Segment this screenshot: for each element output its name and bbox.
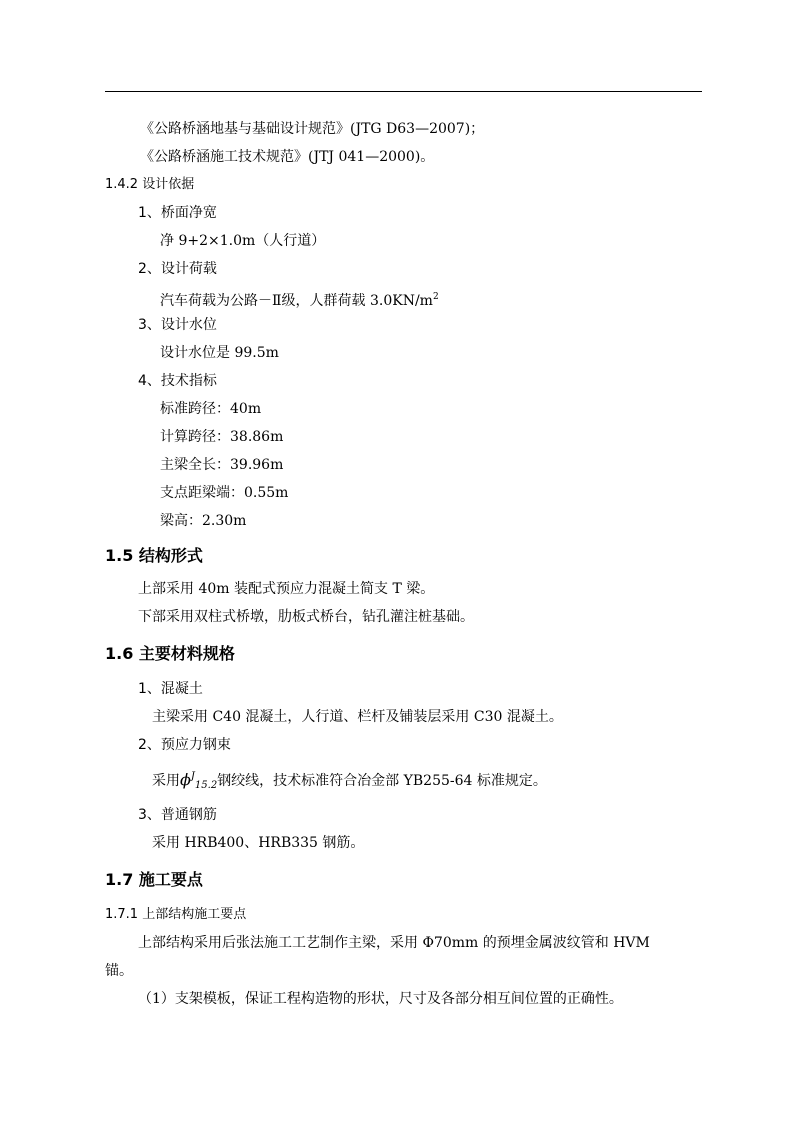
item-heading-bridge-width: 1、桥面净宽 [138, 205, 217, 221]
material-heading-rebar: 3、普通钢筋 [138, 807, 217, 823]
material-text-concrete: 主梁采用 C40 混凝土，人行道、栏杆及铺装层采用 C30 混凝土。 [152, 709, 563, 725]
item-heading-water-level: 3、设计水位 [138, 317, 217, 333]
tech-index-support-distance: 支点距梁端：0.55m [160, 485, 289, 501]
item-heading-tech-indices: 4、技术指标 [138, 373, 217, 389]
design-load-text: 汽车荷载为公路－Ⅱ级，人群荷载 3.0KN/m [160, 293, 433, 309]
construction-paragraph-2: （1）支架模板，保证工程构造物的形状，尺寸及各部分相互间位置的正确性。 [138, 991, 623, 1007]
superscript-j: J [190, 771, 195, 782]
construction-paragraph-1: 上部结构采用后张法施工工艺制作主梁，采用 Φ70mm 的预埋金属波纹管和 HVM [138, 935, 650, 951]
structure-text-upper: 上部采用 40m 装配式预应力混凝土简支 T 梁。 [138, 581, 435, 597]
superscript-2: 2 [432, 292, 439, 302]
header-rule [105, 91, 702, 92]
phi-symbol: ϕ [180, 770, 191, 789]
tech-index-beam-height: 梁高：2.30m [160, 513, 247, 529]
construction-paragraph-1-cont: 锚。 [105, 963, 133, 979]
material-text-prestress [152, 768, 547, 795]
structure-text-lower: 下部采用双柱式桥墩，肋板式桥台，钻孔灌注桩基础。 [138, 609, 474, 625]
prestress-pre: 采用 [152, 773, 180, 789]
item-heading-design-load: 2、设计荷载 [138, 261, 217, 277]
subsection-heading-1-7-1: 1.7.1 上部结构施工要点 [105, 907, 247, 922]
reference-line-1: 《公路桥涵地基与基础设计规范》(JTG D63—2007)； [140, 121, 485, 137]
tech-index-calc-span: 计算跨径：38.86m [160, 429, 284, 445]
prestress-post: 钢绞线，技术标准符合冶金部 YB255-64 标准规定。 [217, 773, 547, 789]
item-text-water-level: 设计水位是 99.5m [160, 345, 279, 361]
section-heading-1-7: 1.7 施工要点 [105, 870, 203, 889]
section-heading-1-6: 1.6 主要材料规格 [105, 644, 235, 663]
subscript-15-2: 15.2 [194, 780, 218, 791]
tech-index-standard-span: 标准跨径：40m [160, 401, 262, 417]
subsection-heading-1-4-2: 1.4.2 设计依据 [105, 177, 195, 192]
material-heading-prestress: 2、预应力钢束 [138, 737, 231, 753]
section-heading-1-5: 1.5 结构形式 [105, 546, 203, 565]
reference-line-2: 《公路桥涵施工技术规范》(JTJ 041—2000)。 [140, 149, 435, 165]
tech-index-beam-length: 主梁全长：39.96m [160, 457, 284, 473]
item-text-design-load [160, 288, 439, 310]
material-heading-concrete: 1、混凝土 [138, 681, 203, 697]
item-text-bridge-width: 净 9+2×1.0m（人行道） [160, 233, 326, 249]
material-text-rebar: 采用 HRB400、HRB335 钢筋。 [152, 835, 365, 851]
